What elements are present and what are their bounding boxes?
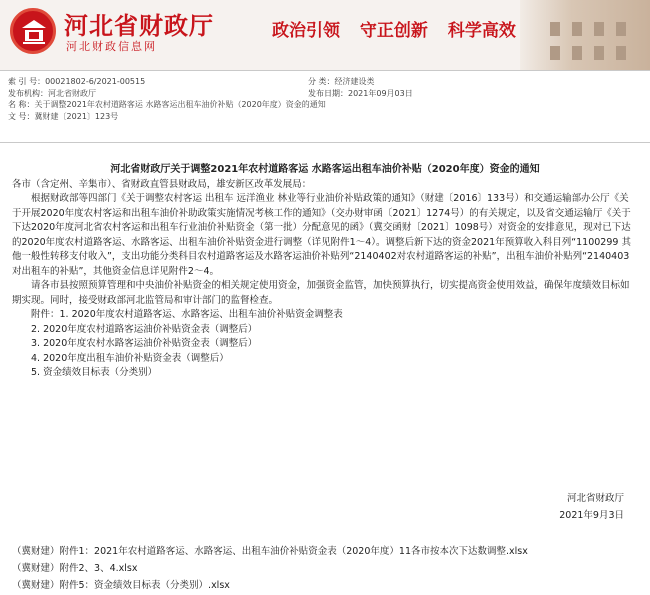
sign-org: 河北省财政厅 xyxy=(566,493,624,504)
paragraph: 根据财政部等四部门《关于调整农村客运 出租车 远洋渔业 林业等行业油价补贴政策的通知》（财建〔2016〕133号）和交通运输部办公厅《关于开展2020年度农村客运和出租车油价补助政策实施情况考核工作的通知》（交办财审函〔2021〕1274号）的有关规定，以及省交通运输厅《关于下达2020年度河北省农村客运和出租车行业油价补贴资金（第一批）分配意见的函》（冀交函财〔2021〕1098号）对资金的安排意见，现对已下达的2020年度农村道路客运、水路客运、出租车油价补贴资金进行调整（详见附件1～4）。调整后新下达的资金2021年预算收入科目列“1100299 其他一般性转移支付收入”，支出功能分类科目农村道路客运及水路客运油价补贴列“2140402对农村道路客运的补贴”，出租车油价补贴列“2140403对出租车的补贴”，其他资金信息详见附件2～4。 xyxy=(12,193,631,277)
file-link[interactable]: （冀财建）附件2、3、4.xlsx xyxy=(12,563,138,574)
file-link[interactable]: （冀财建）附件1：2021年农村道路客运、水路客运、出租车油价补贴资金表（2020年度）11各市按本次下达数调整.xlsx xyxy=(12,546,528,557)
date-label: 发布日期： xyxy=(308,88,348,98)
site-header xyxy=(0,0,650,70)
file-list xyxy=(12,543,528,594)
name-value: 关于调整2021年农村道路客运 水路客运出租车油价补贴（2020年度）资金的通知 xyxy=(34,100,326,109)
attachment-item: 附件：1. 2020年度农村道路客运、水路客运、出租车油价补贴资金调整表 xyxy=(31,309,343,320)
slogan: 守正创新 xyxy=(359,21,428,41)
index-label: 索 引 号： xyxy=(8,77,46,86)
document-title: 河北省财政厅关于调整2021年农村道路客运 水路客运出租车油价补贴（2020年度）资金的通知 xyxy=(110,164,540,175)
document-body xyxy=(12,163,638,381)
attachment-item: 3. 2020年度农村水路客运油价补贴资金表（调整后） xyxy=(31,338,258,349)
slogan: 政治引领 xyxy=(272,21,340,41)
site-name[interactable]: 河北省财政厅 xyxy=(64,11,214,40)
index-value: 00021802-6/2021-00515 xyxy=(45,77,146,86)
document-meta xyxy=(8,76,642,122)
sign-date: 2021年9月3日 xyxy=(559,510,624,521)
salutation: 各市（含定州、辛集市）、省财政直管县财政局，雄安新区改革发展局： xyxy=(12,178,312,190)
attachment-item: 2. 2020年度农村道路客运油价补贴资金表（调整后） xyxy=(31,323,258,335)
slogan: 科学高效 xyxy=(447,21,516,41)
docno-label: 文 号： xyxy=(8,111,35,121)
docno-value: 冀财建〔2021〕123号 xyxy=(34,111,119,121)
name-label: 名 称： xyxy=(8,100,35,109)
date-value: 2021年09月03日 xyxy=(348,88,413,98)
category-value: 经济建设类 xyxy=(334,77,375,86)
paragraph: 请各市县按照预算管理和中央油价补贴资金的相关规定使用资金，加强资金监管，加快预算执行，切实提高资金使用效益，确保年度绩效目标如期实现。同时，接受财政部河北监管局和审计部门的监督检查。 xyxy=(12,280,630,306)
category-label: 分 类： xyxy=(308,77,335,86)
divider xyxy=(0,142,650,143)
attachment-item: 5. 资金绩效目标表（分类别） xyxy=(31,367,158,378)
signature-block xyxy=(559,490,624,524)
divider xyxy=(0,70,650,71)
publisher-label: 发布机构： xyxy=(8,88,48,98)
finance-emblem-icon[interactable] xyxy=(10,8,56,54)
site-subtitle: 河北财政信息网 xyxy=(66,40,157,53)
building-banner-image xyxy=(520,0,650,70)
attachment-item: 4. 2020年度出租车油价补贴资金表（调整后） xyxy=(31,352,229,364)
file-link[interactable]: （冀财建）附件5：资金绩效目标表（分类别）.xlsx xyxy=(12,580,230,591)
publisher-value: 河北省财政厅 xyxy=(48,88,96,98)
